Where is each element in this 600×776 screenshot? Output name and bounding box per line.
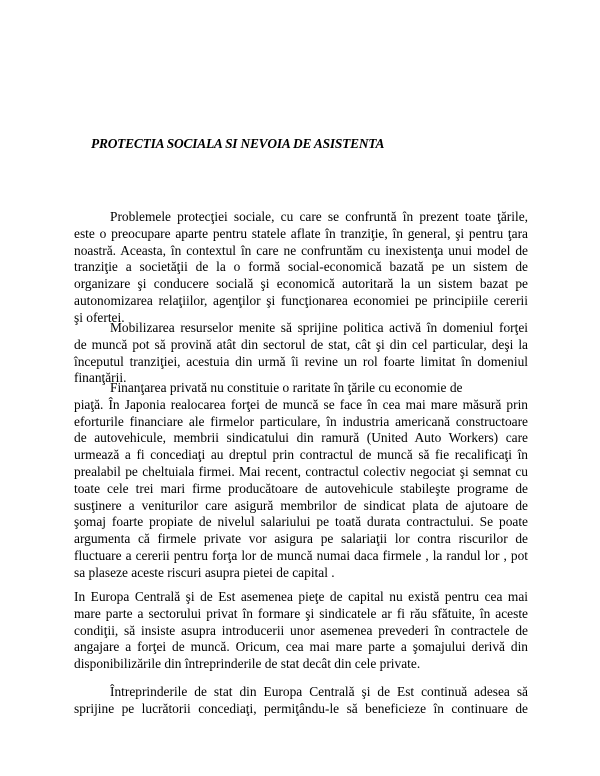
text-line: In Europa Centrală şi de Est asemenea pieţe de capital nu există pentru cea mai [74, 589, 528, 604]
text-line: prealabil pe cheltuiala firmei. Mai recent, contractul colectiv negociat şi semnat cu [74, 463, 528, 479]
text-line: condiţii, să insiste asupra introducerii unor asemenea prevederi în contractele de [74, 622, 528, 638]
text-line: sa plaseze aceste riscuri asupra pietei de capital . [74, 564, 335, 580]
paragraph-social-protection [74, 209, 528, 327]
text-line: urmează a fi concediaţi au dreptul prin contractul de muncă să fie recalificaţi în [74, 447, 528, 463]
text-line: organizare şi conducere socială şi economică autoritară la un sistem bazat pe [74, 276, 528, 292]
text-line: piaţă. În Japonia realocarea forţei de muncă se face în cea mai mare măsură prin [74, 396, 528, 412]
paragraph-resource-mobilization [74, 320, 528, 387]
text-line: Mobilizarea resurselor menite să sprijine politica activă în domeniul forţei [110, 320, 528, 335]
text-line: de muncă pot să provină atât din sectorul de stat, cât şi din cel particular, deşi la [74, 336, 528, 352]
document-title: PROTECTIA SOCIALA SI NEVOIA DE ASISTENTA [91, 136, 385, 151]
text-line: Întreprinderile de stat din Europa Centrală şi de Est continuă adesea să [110, 684, 528, 699]
text-line: Problemele protecţiei sociale, cu care se confruntă în prezent toate ţările, [110, 209, 528, 224]
text-line: finanţării. [74, 370, 127, 386]
text-line: începutul tranziţiei, acestuia din urmă îi revine un rol foarte limitat în domeniul [74, 353, 528, 369]
text-line: şomaj foarte propiate de nivelul salariului pe toată durata contractului. Se poate [74, 514, 528, 530]
text-line: angajare a forţei de muncă. Oricum, cea mai mare parte a şomajului derivă din [74, 639, 528, 655]
text-line: este o preocupare aparte pentru statele aflate în tranziţie, în general, şi pentru ţara [74, 225, 528, 241]
text-line: de autovehicule, membrii sindicatului din ramură (United Auto Workers) care [74, 430, 528, 446]
text-line: fluctuare a cererii pentru forţa lor de muncă numai daca firmele , la randul lor , pot [74, 547, 528, 563]
text-line: tranziţie a societăţii de la o formă social-economică bazată pe un sistem de [74, 259, 528, 275]
text-line: Finanţarea privată nu constituie o raritate în ţările cu economie de [110, 380, 463, 395]
text-line: toate cele trei mari firme producătoare de autovehicule stabileşte programe de [74, 480, 528, 496]
text-line: şi ofertei. [74, 309, 125, 325]
text-line: susţinere a veniturilor care asigură membrilor de sindicat plata de ajutoare de [74, 497, 528, 513]
paragraph-state-enterprises [74, 684, 528, 718]
text-line: mare parte a sectorului privat în formare şi sindicatele ar fi rău sfătuite, în aceste [74, 605, 528, 621]
text-line: sprijine pe lucrătorii concediaţi, permiţându-le să beneficieze în continuare de [74, 700, 528, 716]
text-line: disponibilizările din întreprinderile de stat decât din cele private. [74, 656, 421, 672]
text-line: eforturile financiare ale firmelor particulare, în industria americană constructoare [74, 413, 528, 429]
text-line: argumenta că firmele private vor asigura pe salariaţii lor contra riscurilor de [74, 531, 528, 547]
text-line: autonomizarea relaţiilor, agenţilor şi funcţionarea economiei pe principiile cererii [74, 292, 528, 308]
paragraph-private-financing [74, 380, 528, 582]
paragraph-central-eastern-europe [74, 589, 528, 673]
text-line: noastră. Aceasta, în contextul în care ne confruntăm cu inexistenţa unui model de [74, 242, 528, 258]
